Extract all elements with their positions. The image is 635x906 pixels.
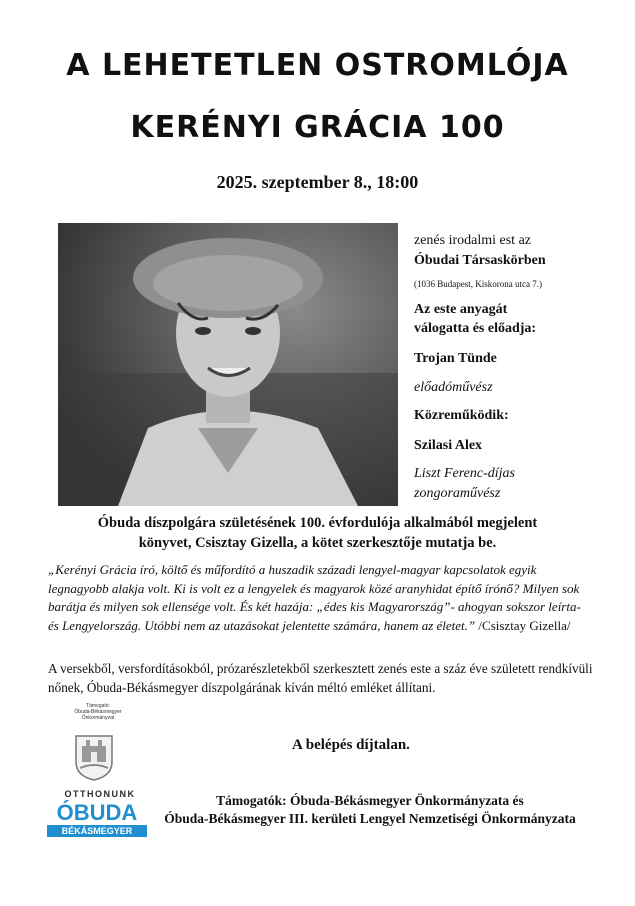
small-sponsor-label xyxy=(58,703,138,721)
portrait-photo xyxy=(58,223,398,506)
poster-title-line-2: KERÉNYI GRÁCIA 100 xyxy=(130,110,505,145)
venue-name: Óbudai Társaskörben xyxy=(414,253,546,268)
logo-subtitle: BÉKÁSMEGYER xyxy=(47,825,147,837)
coat-of-arms-icon xyxy=(72,732,116,782)
logo-wordmark: ÓBUDA xyxy=(56,800,138,825)
description-paragraph: A versekből, versfordításokból, prózarészletekből szerkesztett zenés este a száz éve született rendkívüli nőnek, Óbuda-Békásmegyer díszpolgárának kíván méltó emléket állítani. xyxy=(48,661,593,695)
performer-intro-2: válogatta és előadja: xyxy=(414,321,537,336)
small-sponsor-line: Támogató: xyxy=(86,703,110,709)
contributor-heading: Közreműködik: xyxy=(414,408,509,423)
venue-address: (1036 Budapest, Kiskorona utca 7.) xyxy=(414,279,542,289)
announcement-line-2: könyvet, Csisztay Gizella, a kötet szerkesztője mutatja be. xyxy=(138,535,497,551)
performer-intro-1: Az este anyagát xyxy=(414,302,508,317)
event-type: zenés irodalmi est az xyxy=(414,233,532,248)
supporters-line-1: Támogatók: Óbuda-Békásmegyer Önkormányzata és xyxy=(216,793,524,808)
contributor-role: zongoraművész xyxy=(414,486,501,501)
contributor-award: Liszt Ferenc-díjas xyxy=(414,466,515,481)
poster-title-line-1: A LEHETETLEN OSTROMLÓJA xyxy=(66,48,569,83)
announcement-line-1: Óbuda díszpolgára születésének 100. évfordulója alkalmából megjelent xyxy=(97,515,538,531)
logo-tagline: OTTHONUNK xyxy=(64,789,136,799)
entry-info: A belépés díjtalan. xyxy=(292,737,410,753)
quote-text: „Kerényi Grácia író, költő és műfordító a huszadik századi lengyel-magyar kapcsolatok egyik legnagyobb alakja volt. Ki is volt ez a lengyelek és magyarok közé aranyhidat építő írónő? Milyen sok barátja és milyen sok ellensége volt. És két hazája: „édes kis Magyarország”- ahogyan sokszor leírta- és Lengyelország. Utóbbi nem az utazásokat jelentette számára, hanem az életet.” xyxy=(48,562,581,633)
small-sponsor-line: Óbuda-Békásmegyer xyxy=(74,709,122,715)
event-date: 2025. szeptember 8., 18:00 xyxy=(216,172,419,192)
portrait-image xyxy=(58,223,398,506)
contributor-name: Szilasi Alex xyxy=(414,438,483,453)
supporters-line-2: Óbuda-Békásmegyer III. kerületi Lengyel Nemzetiségi Önkormányzata xyxy=(164,811,576,826)
performer-name: Trojan Tünde xyxy=(414,351,497,366)
small-sponsor-line: Önkormányzat xyxy=(81,715,115,721)
performer-role: előadóművész xyxy=(414,380,493,395)
quote-author: /Csisztay Gizella/ xyxy=(475,617,571,633)
quote-block xyxy=(48,561,593,635)
